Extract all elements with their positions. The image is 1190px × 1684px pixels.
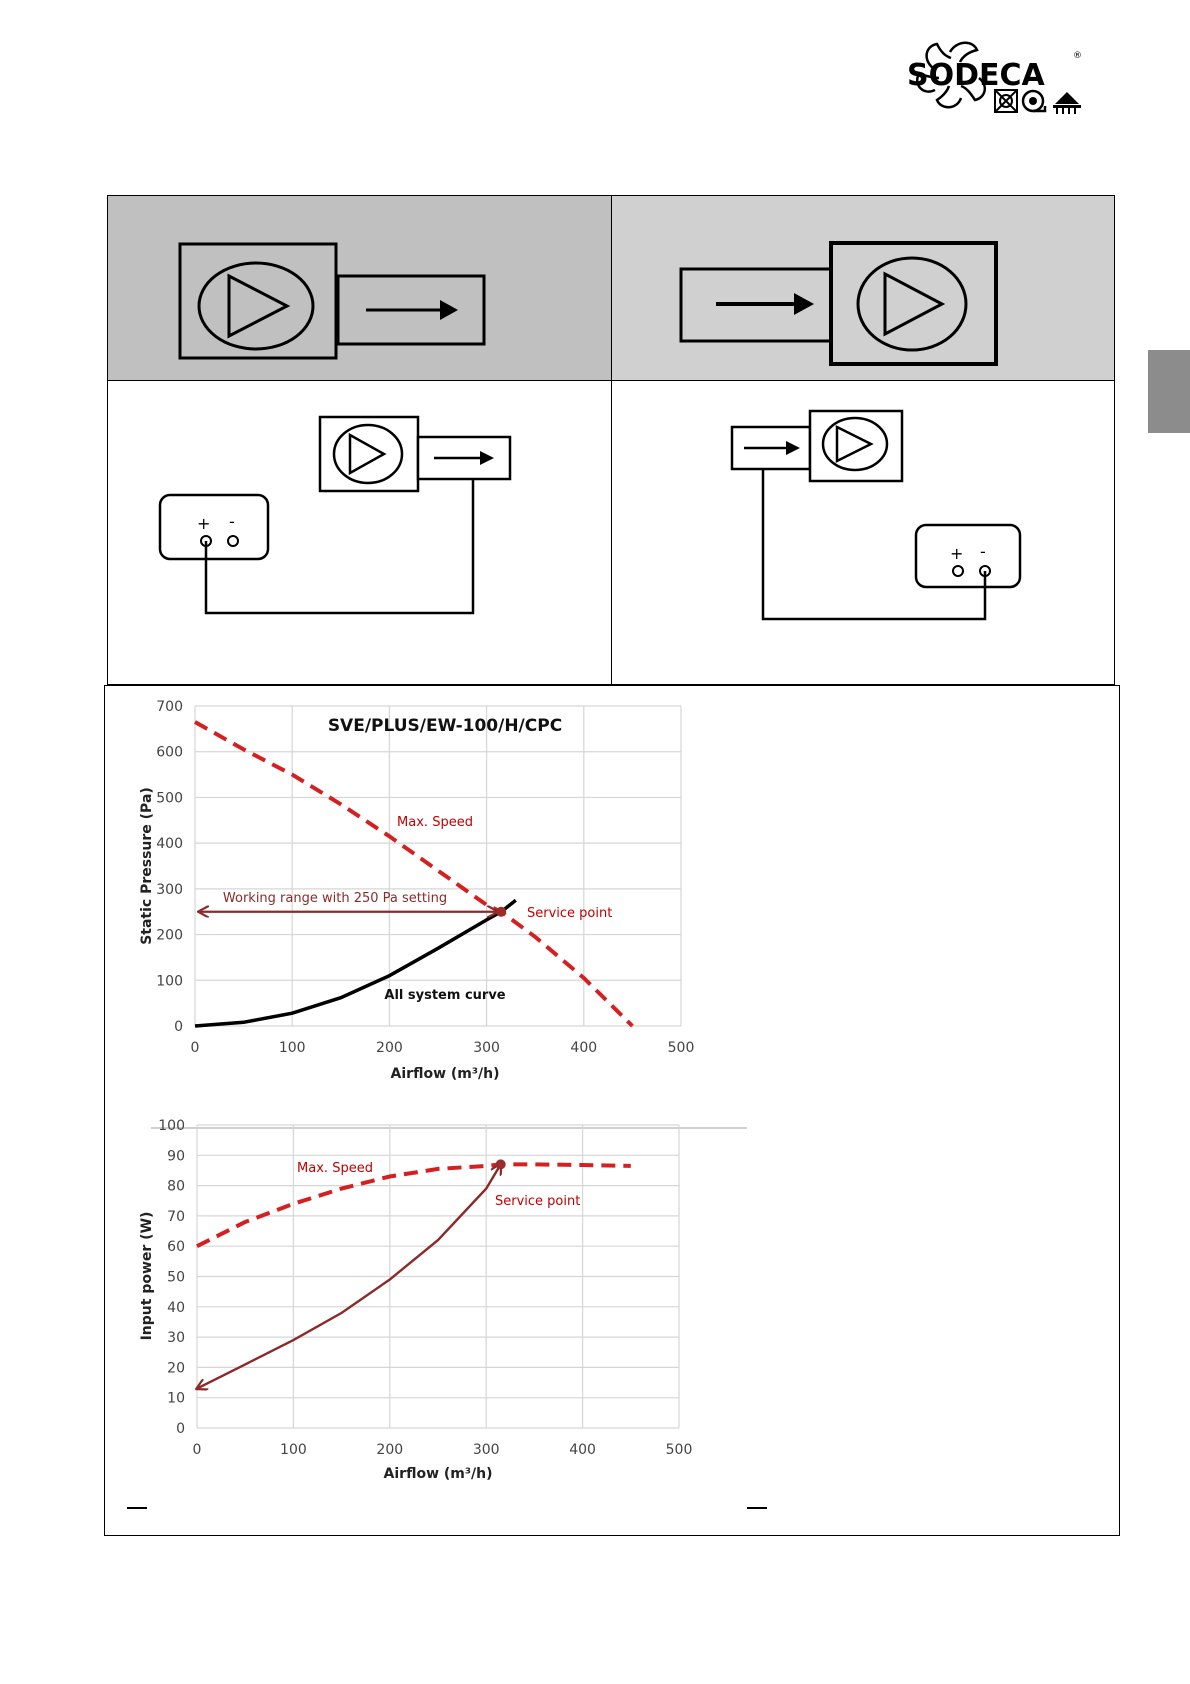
controller-minus-label: - xyxy=(980,542,986,561)
fan-logo-icon xyxy=(905,38,1085,118)
y-tick-label: 400 xyxy=(156,836,183,853)
service-point-label: Service point xyxy=(495,1194,581,1209)
service-point-marker xyxy=(496,907,506,917)
fan-unit-icon xyxy=(831,243,996,364)
y-tick-label: 0 xyxy=(176,1421,185,1437)
static-pressure-chart xyxy=(139,699,694,1082)
fan-unit-icon xyxy=(810,411,902,481)
x-tick-label: 300 xyxy=(472,1442,500,1458)
x-axis-label: Airflow (m³/h) xyxy=(390,1066,500,1082)
chart-title: SVE/PLUS/EW-100/H/CPC xyxy=(327,716,563,736)
controller-plus-label: + xyxy=(950,544,964,563)
y-tick-label: 10 xyxy=(167,1390,185,1407)
performance-charts xyxy=(104,685,1120,1536)
service-point-marker xyxy=(496,1159,506,1169)
y-tick-label: 600 xyxy=(156,744,183,761)
system-curve-label: All system curve xyxy=(384,988,506,1003)
installation-diagram-table xyxy=(107,195,1115,685)
duct-arrow-icon xyxy=(338,276,484,344)
registered-mark: ® xyxy=(1073,51,1082,61)
brand-name: SODECA xyxy=(907,58,1045,93)
fan-unit-icon xyxy=(320,417,418,491)
x-tick-label: 100 xyxy=(280,1442,307,1458)
y-tick-label: 200 xyxy=(156,927,183,944)
charts-svg xyxy=(105,686,1119,1535)
y-tick-label: 0 xyxy=(174,1019,183,1035)
controller-minus-label: - xyxy=(229,512,235,531)
side-tab-marker xyxy=(1148,350,1190,433)
x-tick-label: 100 xyxy=(278,1040,306,1056)
fan-unit-icon xyxy=(180,244,336,358)
system-curve xyxy=(195,900,516,1026)
x-tick-label: 400 xyxy=(569,1442,596,1458)
x-tick-label: 0 xyxy=(190,1040,200,1056)
x-tick-label: 0 xyxy=(192,1442,202,1458)
y-axis-label: Static Pressure (Pa) xyxy=(139,787,155,945)
working-range-label: Working range with 250 Pa setting xyxy=(222,891,448,906)
y-tick-label: 20 xyxy=(167,1360,185,1377)
product-icons xyxy=(995,90,1081,114)
y-tick-label: 300 xyxy=(156,881,183,898)
brand-logo xyxy=(905,38,1085,118)
controller-plus-label: + xyxy=(197,514,211,533)
x-axis-label: Airflow (m³/h) xyxy=(383,1466,493,1482)
y-tick-label: 500 xyxy=(156,790,183,807)
y-tick-label: 100 xyxy=(158,1118,185,1134)
x-tick-label: 200 xyxy=(376,1040,403,1056)
diagram-fan-extract xyxy=(612,196,1114,381)
x-tick-label: 500 xyxy=(665,1442,693,1458)
y-tick-label: 100 xyxy=(156,973,183,990)
service-point-label: Service point xyxy=(527,906,613,921)
duct-arrow-icon xyxy=(418,437,510,479)
controller-icon xyxy=(916,525,1020,587)
duct-arrow-icon xyxy=(681,269,831,341)
y-axis-label: Input power (W) xyxy=(139,1211,155,1341)
max-speed-label: Max. Speed xyxy=(397,815,473,830)
max-speed-label: Max. Speed xyxy=(297,1161,373,1176)
y-tick-label: 70 xyxy=(167,1208,185,1225)
input-power-chart xyxy=(139,1118,692,1482)
x-tick-label: 500 xyxy=(667,1040,695,1056)
duct-arrow-icon xyxy=(732,427,810,469)
controller-icon xyxy=(160,495,268,559)
y-tick-label: 50 xyxy=(167,1269,185,1286)
y-tick-label: 80 xyxy=(167,1178,185,1195)
y-tick-label: 40 xyxy=(167,1299,185,1316)
x-tick-label: 400 xyxy=(570,1040,598,1056)
wiring-fan-extract xyxy=(612,381,1114,684)
y-tick-label: 30 xyxy=(167,1330,185,1347)
y-tick-label: 60 xyxy=(167,1239,185,1256)
x-tick-label: 300 xyxy=(473,1040,500,1056)
x-tick-label: 200 xyxy=(376,1442,404,1458)
diagram-fan-supply xyxy=(108,196,612,381)
wiring-fan-supply xyxy=(108,381,612,684)
y-tick-label: 90 xyxy=(167,1148,185,1165)
y-tick-label: 700 xyxy=(156,699,183,715)
